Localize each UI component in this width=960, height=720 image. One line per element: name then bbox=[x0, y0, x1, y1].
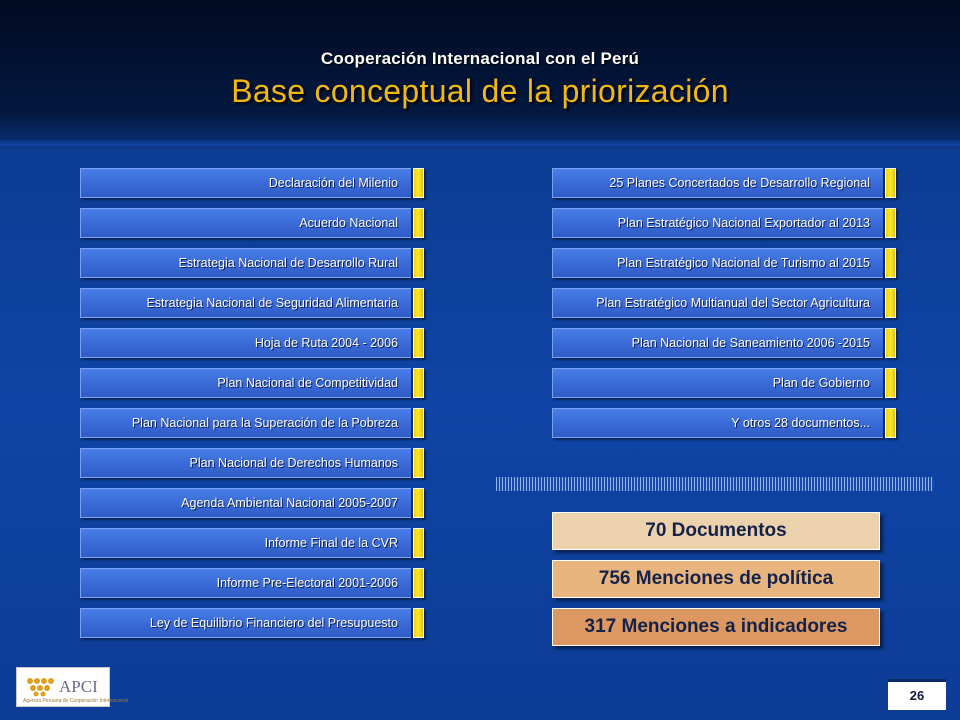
page-number: 26 bbox=[888, 682, 946, 710]
document-bar bbox=[552, 408, 898, 438]
document-bar-cap bbox=[413, 448, 424, 478]
document-bar-cap bbox=[885, 168, 896, 198]
document-label: Plan de Gobierno bbox=[772, 376, 870, 390]
document-label: Plan Nacional de Saneamiento 2006 -2015 bbox=[631, 336, 870, 350]
document-label: Plan Nacional de Derechos Humanos bbox=[189, 456, 398, 470]
document-bar bbox=[80, 368, 426, 398]
apci-logo bbox=[16, 667, 129, 707]
document-bar bbox=[80, 168, 426, 198]
logo-name: APCI bbox=[59, 677, 98, 696]
document-bar bbox=[80, 488, 426, 518]
document-label: Estrategia Nacional de Seguridad Alimentaria bbox=[146, 296, 398, 310]
header-band bbox=[0, 0, 960, 140]
document-bar-cap bbox=[413, 408, 424, 438]
document-label: Plan Nacional para la Superación de la Pobreza bbox=[131, 416, 398, 430]
document-label: Plan Estratégico Multianual del Sector Agricultura bbox=[596, 296, 870, 310]
document-label: Agenda Ambiental Nacional 2005-2007 bbox=[181, 496, 398, 510]
document-bar-cap bbox=[413, 248, 424, 278]
document-bar bbox=[552, 208, 898, 238]
document-bar-cap bbox=[413, 288, 424, 318]
document-bar bbox=[80, 608, 426, 638]
document-bar-cap bbox=[413, 168, 424, 198]
document-bar bbox=[552, 368, 898, 398]
document-bar-cap bbox=[413, 488, 424, 518]
document-label: Informe Pre-Electoral 2001-2006 bbox=[216, 576, 398, 590]
document-label: Acuerdo Nacional bbox=[299, 216, 398, 230]
document-bar bbox=[80, 248, 426, 278]
document-bar-cap bbox=[885, 328, 896, 358]
document-bar-cap bbox=[413, 608, 424, 638]
document-label: Y otros 28 documentos... bbox=[731, 416, 870, 430]
slide-title: Base conceptual de la priorización bbox=[231, 73, 729, 109]
document-label: Plan Estratégico Nacional Exportador al 2013 bbox=[617, 216, 870, 230]
document-bar bbox=[80, 528, 426, 558]
slide-subtitle: Cooperación Internacional con el Perú bbox=[320, 49, 640, 68]
document-bar bbox=[80, 328, 426, 358]
logo-tagline: Agencia Peruana de Cooperación Internacional bbox=[23, 698, 129, 704]
document-label: Plan Nacional de Competitividad bbox=[217, 376, 398, 390]
summary-indicator-mentions: 317 Menciones a indicadores bbox=[552, 608, 880, 646]
document-bar bbox=[80, 568, 426, 598]
summary-policy-mentions: 756 Menciones de política bbox=[552, 560, 880, 598]
document-bar-cap bbox=[885, 248, 896, 278]
document-bar bbox=[80, 208, 426, 238]
document-label: 25 Planes Concertados de Desarrollo Regional bbox=[609, 176, 870, 190]
document-bar-cap bbox=[413, 528, 424, 558]
summary-documents: 70 Documentos bbox=[552, 512, 880, 550]
document-label: Informe Final de la CVR bbox=[264, 536, 398, 550]
document-bar-cap bbox=[413, 208, 424, 238]
header-separator bbox=[0, 140, 960, 146]
document-label: Ley de Equilibrio Financiero del Presupuesto bbox=[149, 616, 398, 630]
document-bar-cap bbox=[413, 368, 424, 398]
document-bar-cap bbox=[885, 208, 896, 238]
document-label: Hoja de Ruta 2004 - 2006 bbox=[254, 336, 398, 350]
document-label: Estrategia Nacional de Desarrollo Rural bbox=[178, 256, 398, 270]
document-bar-cap bbox=[885, 368, 896, 398]
divider-hatch bbox=[496, 477, 934, 491]
document-bar bbox=[552, 288, 898, 318]
document-bar bbox=[552, 168, 898, 198]
document-bar bbox=[80, 288, 426, 318]
document-bar bbox=[552, 248, 898, 278]
document-bar bbox=[80, 408, 426, 438]
document-label: Plan Estratégico Nacional de Turismo al 2015 bbox=[617, 256, 870, 270]
document-bar-cap bbox=[413, 568, 424, 598]
document-bar-cap bbox=[885, 288, 896, 318]
document-bar-cap bbox=[413, 328, 424, 358]
document-bar bbox=[80, 448, 426, 478]
document-label: Declaración del Milenio bbox=[268, 176, 398, 190]
document-bar bbox=[552, 328, 898, 358]
document-bar-cap bbox=[885, 408, 896, 438]
apci-logo-mark-icon bbox=[25, 675, 55, 697]
